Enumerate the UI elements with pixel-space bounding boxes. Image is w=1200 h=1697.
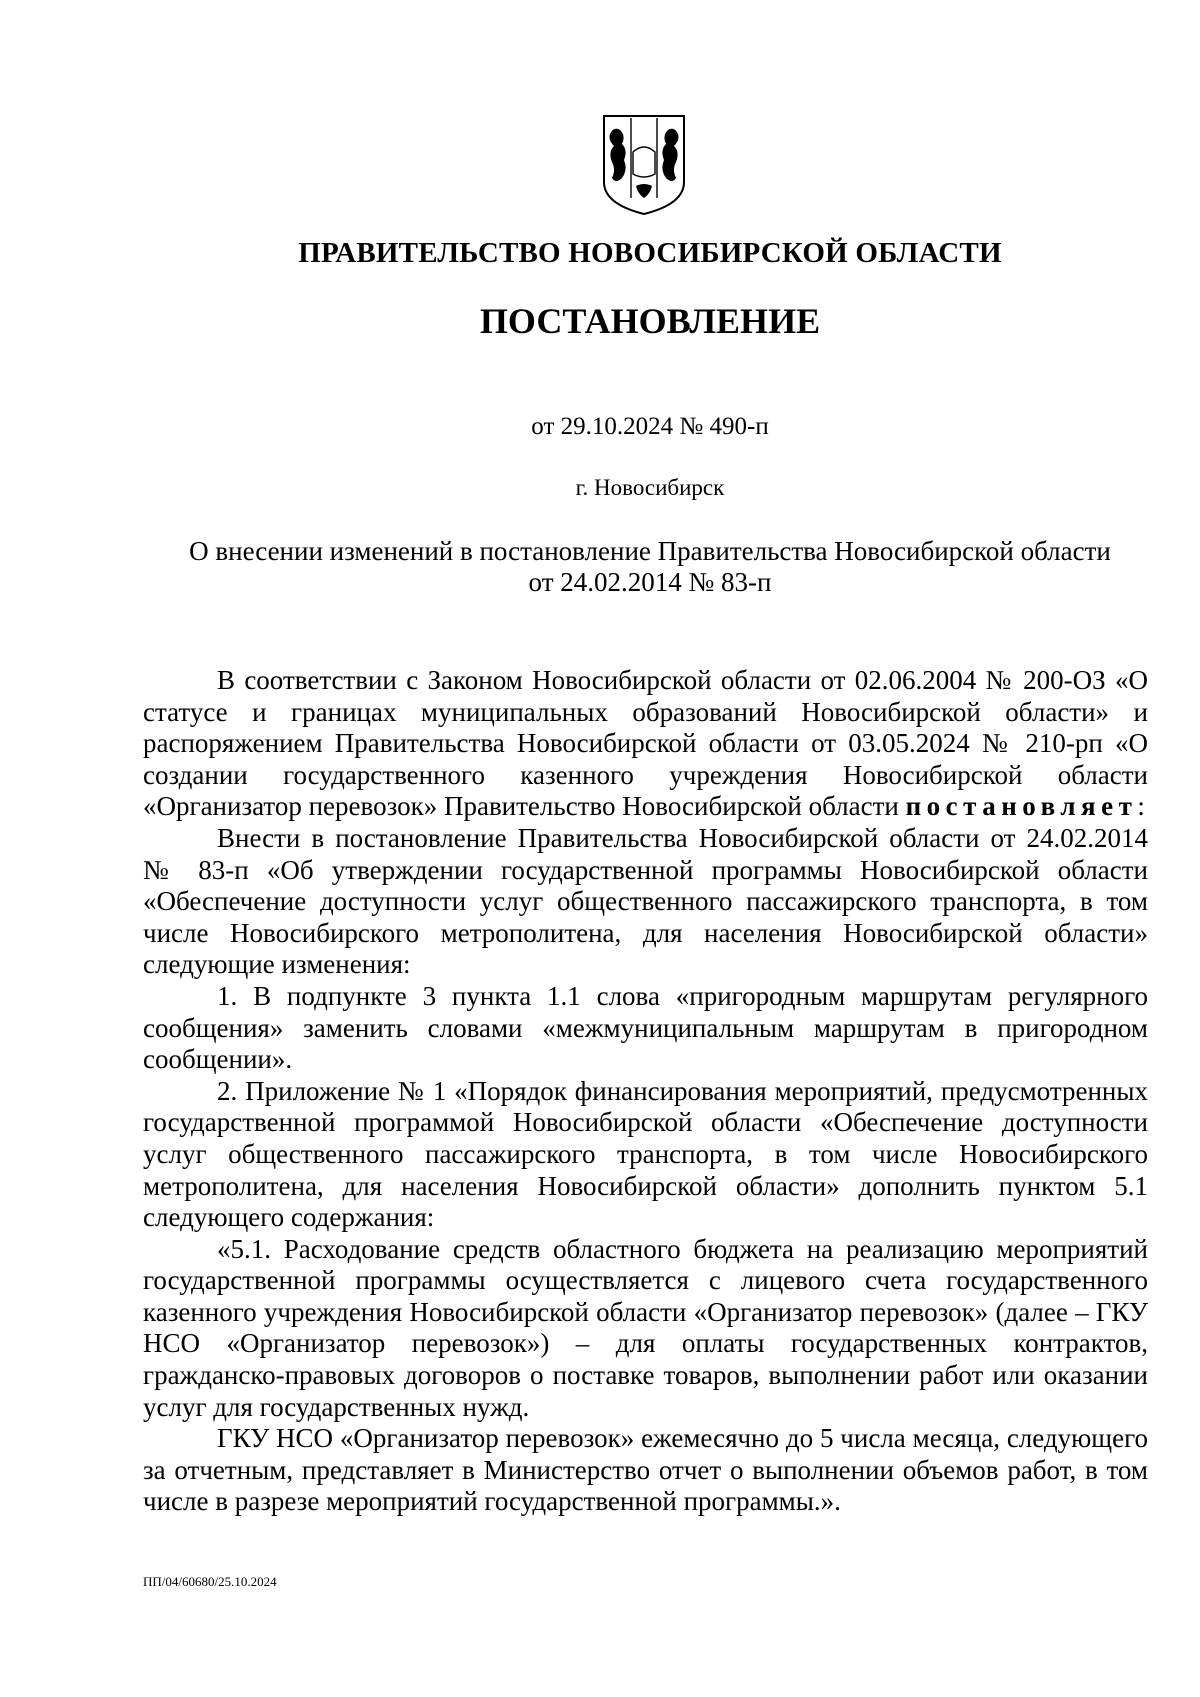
- coat-of-arms-icon: [600, 112, 688, 218]
- document-city: г. Новосибирск: [575, 475, 725, 500]
- document-type: ПОСТАНОВЛЕНИЕ: [479, 301, 821, 341]
- organization-title: ПРАВИТЕЛЬСТВО НОВОСИБИРСКОЙ ОБЛАСТИ: [298, 237, 1002, 269]
- paragraph-item-1: 1. В подпункте 3 пункта 1.1 слова «пригородным маршрутам регулярного сообщения» заменить словами «межмуниципальным маршрутам в пригородном сообщении».: [143, 980, 1148, 1075]
- paragraph-clause-5-1-report: ГКУ НСО «Организатор перевозок» ежемесячно до 5 числа месяца, следующего за отчетным, представляет в Министерство отчет о выполнении объемов работ, в том числе в разрезе мероприятий государственной программы.».: [143, 1423, 1148, 1517]
- document-body: [143, 665, 1148, 1518]
- paragraph-preamble: [143, 665, 1148, 823]
- decree-word: постановляет: [905, 791, 1138, 822]
- document-date-number: от 29.10.2024 № 490-п: [531, 413, 769, 440]
- paragraph-amendment-intro: Внести в постановление Правительства Новосибирской области от 24.02.2014 № 83-п «Об утверждении государственной программы Новосибирской области «Обеспечение доступности услуг общественного пассажирского транспорта, в том числе Новосибирского метрополитена, для населения Новосибирской области» следующие изменения:: [143, 822, 1148, 980]
- document-registration-code: ПП/04/60680/25.10.2024: [143, 1574, 277, 1589]
- preamble-text: В соответствии с Законом Новосибирской области от 02.06.2004 № 200-ОЗ «О статусе и границах муниципальных образований Новосибирской области» и распоряжением Правительства Новосибирской области от 03.05.2024 № 210-рп «О создании государственного казенного учреждения Новосибирской области «Организатор перевозок» Правительство Новосибирской области: [143, 665, 1148, 822]
- document-title-line-2: от 24.02.2014 № 83-п: [528, 567, 772, 597]
- document-title: [150, 536, 1150, 598]
- decree-colon: :: [1137, 791, 1145, 822]
- document-title-line-1: О внесении изменений в постановление Правительства Новосибирской области: [189, 536, 1111, 566]
- paragraph-clause-5-1: «5.1. Расходование средств областного бюджета на реализацию мероприятий государственной программы осуществляется с лицевого счета государственного казенного учреждения Новосибирской области «Организатор перевозок» (далее – ГКУ НСО «Организатор перевозок») – для оплаты государственных контрактов, гражданско-правовых договоров о поставке товаров, выполнении работ или оказании услуг для государственных нужд.: [143, 1233, 1148, 1422]
- paragraph-item-2: 2. Приложение № 1 «Порядок финансирования мероприятий, предусмотренных государственной программой Новосибирской области «Обеспечение доступности услуг общественного пассажирского транспорта, в том числе Новосибирского метрополитена, для населения Новосибирской области» дополнить пунктом 5.1 следующего содержания:: [143, 1075, 1148, 1233]
